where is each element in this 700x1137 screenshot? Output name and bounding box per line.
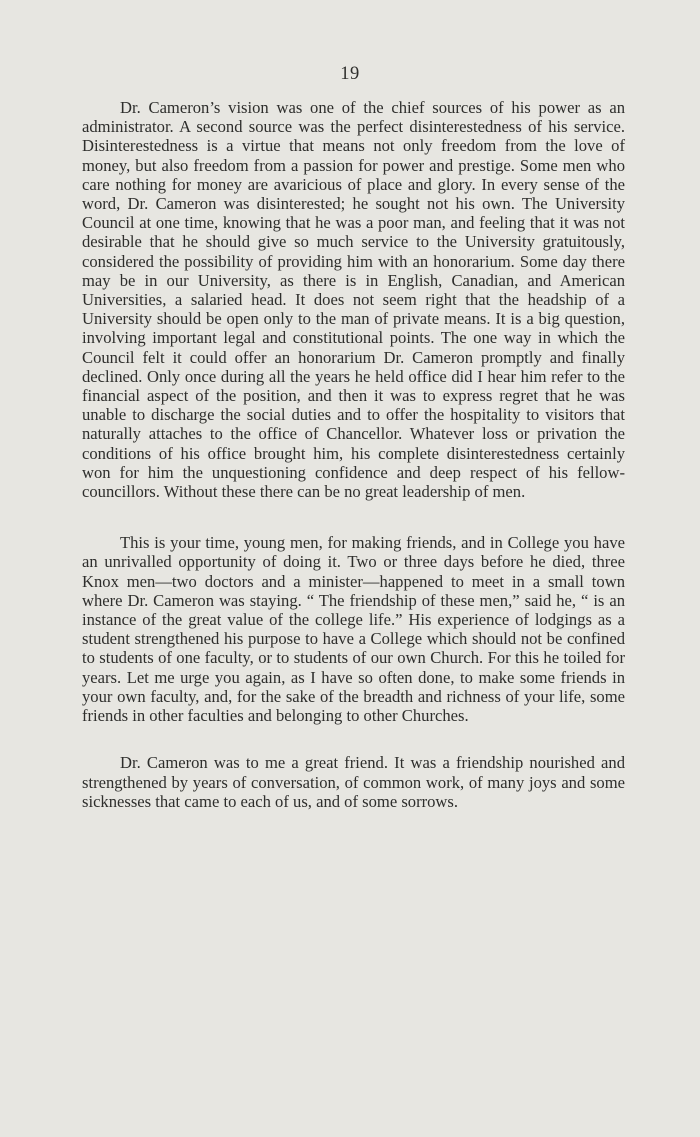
paragraph-3: Dr. Cameron was to me a great friend. It was a friendship nourished and strengthened by years of conversation, of common work, of many joys and some sicknesses that came to each of us, and of some sorrows. bbox=[82, 753, 625, 811]
page-number: 19 bbox=[340, 64, 360, 84]
paragraph-2: This is your time, young men, for making friends, and in College you have an unrivalled opportunity of doing it. Two or three days before he died, three Knox men—two doctors and a minister—happened to meet in a small town where Dr. Cameron was staying. “ The friendship of these men,” said he, “ is an instance of the great value of the college life.” His experience of lodgings as a student strengthened his purpose to have a College which should not be confined to students of one faculty, or to students of our own Church. For this he toiled for years. Let me urge you again, as I have so often done, to make some friends in your own faculty, and, for the sake of the breadth and richness of your life, some friends in other faculties and belonging to other Churches. bbox=[82, 533, 625, 726]
body-text bbox=[82, 98, 625, 811]
paragraph-1: Dr. Cameron’s vision was one of the chief sources of his power as an administrator. A second source was the perfect disinterestedness of his service. Disinterestedness is a virtue that means not only freedom from the love of money, but also freedom from a passion for power and prestige. Some men who care nothing for money are avaricious of place and glory. In every sense of the word, Dr. Cameron was disinterested; he sought not his own. The University Council at one time, knowing that he was a poor man, and feeling that it was not desirable that he should give so much service to the University gratuitously, considered the possibility of providing him with an honorarium. Some day there may be in our University, as there is in English, Canadian, and American Universities, a salaried head. It does not seem right that the headship of a University should be open only to the man of private means. It is a big question, involving important legal and constitutional points. The one way in which the Council felt it could offer an honorarium Dr. Cameron promptly and finally declined. Only once during all the years he held office did I hear him refer to the financial aspect of the position, and then it was to express regret that he was unable to discharge the social duties and to offer the hospitality to visitors that naturally attaches to the office of Chancellor. Whatever loss or privation the conditions of his office brought him, his complete disinterestedness certainly won for him the unquestioning confidence and deep respect of his fellow-councillors. Without these there can be no great leadership of men. bbox=[82, 98, 625, 502]
